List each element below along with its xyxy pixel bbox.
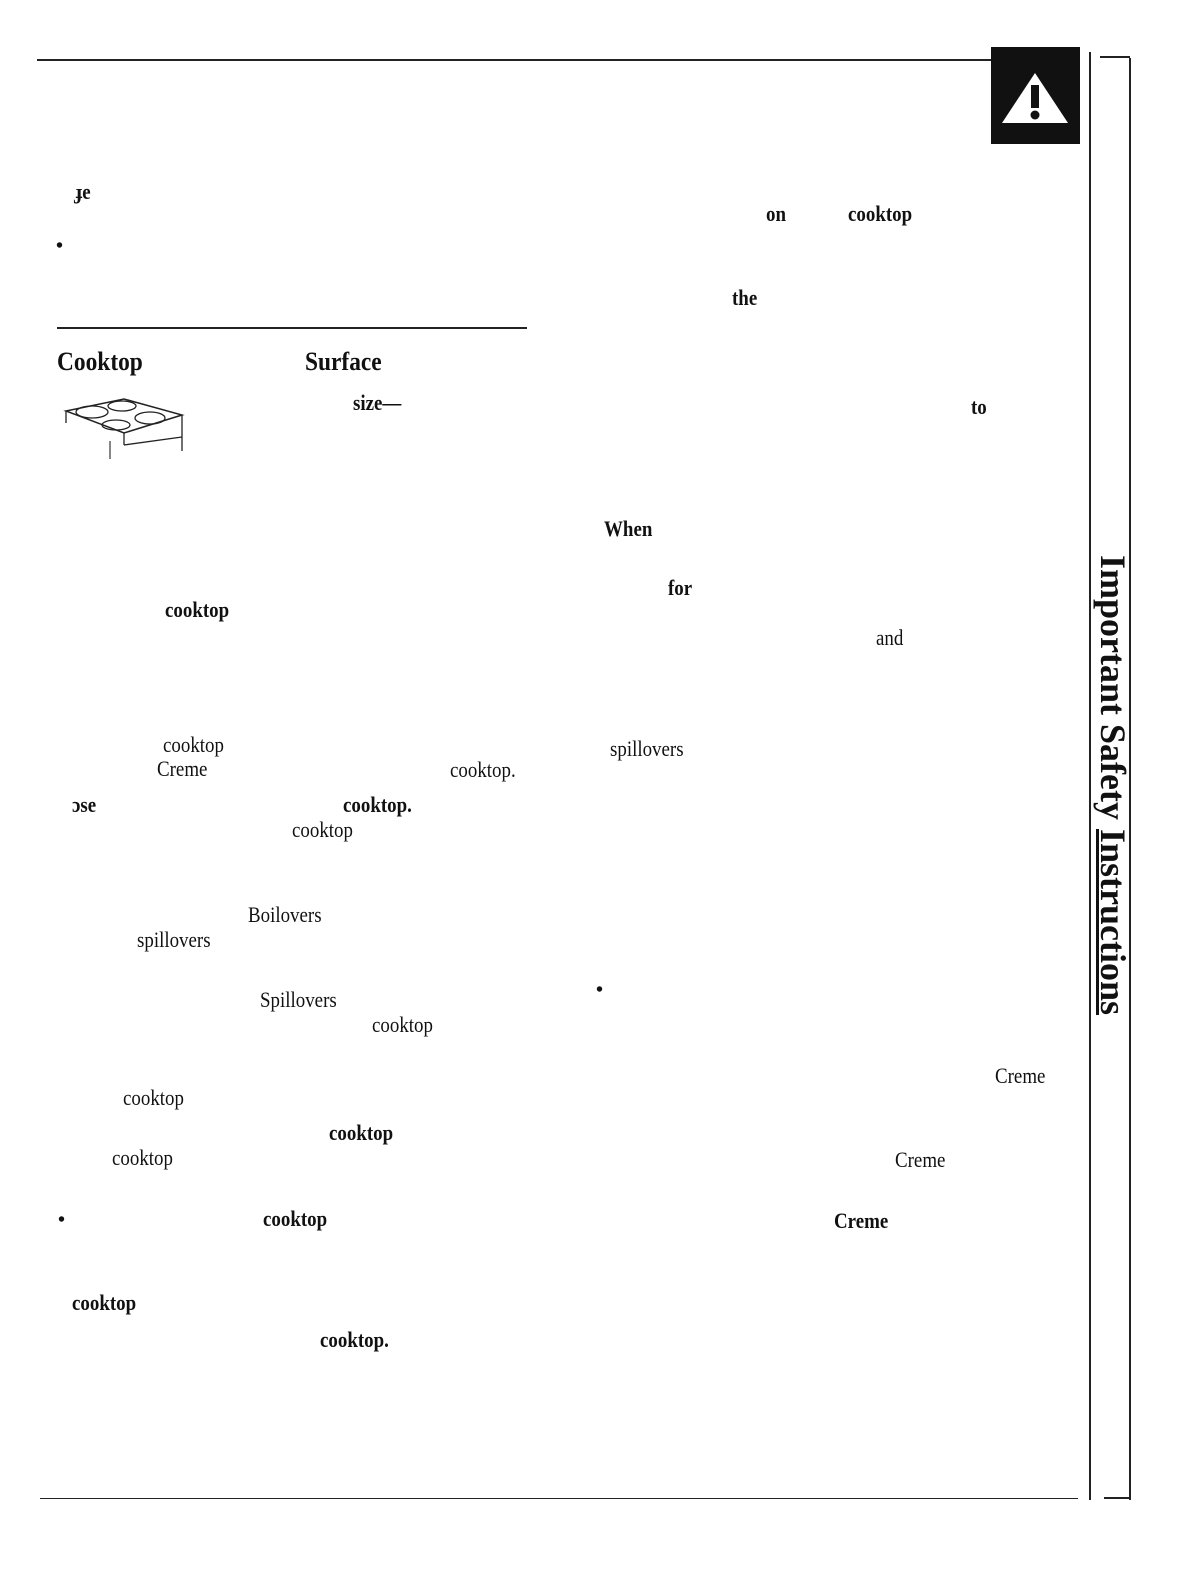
side-rule-left bbox=[1089, 52, 1091, 1500]
side-rule-bottom-tick bbox=[1104, 1497, 1131, 1499]
warning-box bbox=[991, 47, 1080, 144]
sidebar-title-part2: Instructions bbox=[1093, 828, 1133, 1016]
sidebar-title bbox=[1095, 555, 1131, 1015]
text-spillovers-1: spillovers bbox=[137, 927, 211, 952]
text-cooktop-period-1: cooktop. bbox=[450, 757, 516, 782]
text-creme-r1: Creme bbox=[995, 1063, 1046, 1088]
section-title-surface: Surface bbox=[305, 347, 382, 376]
text-creme-r3: Creme bbox=[834, 1208, 889, 1233]
text-cooktop-9: cooktop bbox=[72, 1290, 137, 1315]
text-the: the bbox=[732, 285, 758, 310]
bullet-1: • bbox=[56, 235, 64, 257]
text-cooktop-8: cooktop bbox=[263, 1206, 328, 1231]
text-on: on bbox=[766, 201, 786, 226]
text-cooktop-1: cooktop bbox=[165, 597, 230, 622]
text-cooktop-7: cooktop bbox=[112, 1145, 173, 1170]
text-for: for bbox=[668, 575, 693, 600]
text-boilovers: Boilovers bbox=[248, 902, 322, 927]
text-spillovers-r1: spillovers bbox=[610, 736, 684, 761]
cooktop-illustration bbox=[62, 397, 186, 461]
text-cooktop-period-3: cooktop. bbox=[320, 1327, 389, 1352]
text-when: When bbox=[604, 516, 653, 541]
text-to: to bbox=[971, 394, 987, 419]
text-cooktop-6: cooktop bbox=[329, 1120, 394, 1145]
bottom-rule bbox=[40, 1498, 1078, 1499]
top-rule bbox=[37, 59, 992, 61]
text-use-cut: ɔse bbox=[72, 792, 97, 817]
text-size-dash: size— bbox=[353, 390, 402, 415]
text-creme-1: Creme bbox=[157, 756, 208, 781]
text-cooktop-2: cooktop bbox=[163, 732, 224, 757]
text-creme-r2: Creme bbox=[895, 1147, 946, 1172]
bullet-3: • bbox=[596, 979, 604, 1001]
text-spillovers-cap: Spillovers bbox=[260, 987, 337, 1012]
side-rule-top-tick bbox=[1100, 56, 1130, 58]
text-and: and bbox=[876, 625, 904, 650]
text-cooktop-4: cooktop bbox=[372, 1012, 433, 1037]
text-cooktop-3: cooktop bbox=[292, 817, 353, 842]
warning-triangle-icon bbox=[991, 47, 1080, 144]
text-use-top: ɟe bbox=[76, 179, 91, 204]
text-cooktop-5: cooktop bbox=[123, 1085, 184, 1110]
text-cooktop-r1: cooktop bbox=[848, 201, 913, 226]
text-cooktop-period-2: cooktop. bbox=[343, 792, 412, 817]
section-divider bbox=[57, 327, 527, 329]
sidebar-title-part1: Important Safety bbox=[1093, 555, 1133, 829]
section-title-cooktop: Cooktop bbox=[57, 347, 143, 376]
bullet-2: • bbox=[58, 1209, 66, 1231]
